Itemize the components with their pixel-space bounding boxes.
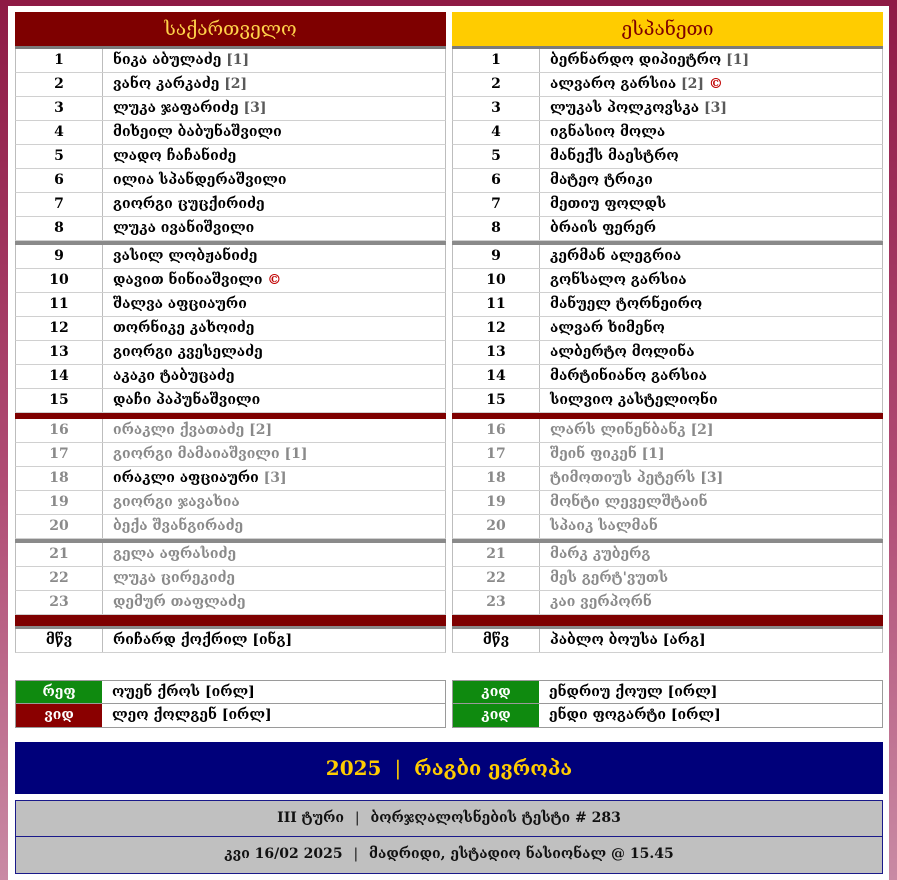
georgia-reserves-backs xyxy=(15,543,446,615)
player-row xyxy=(452,567,883,591)
player-number: 23 xyxy=(16,591,103,614)
player-number: 9 xyxy=(453,245,540,268)
player-name: ალვარო გარსია xyxy=(550,76,677,92)
player-name-cell xyxy=(103,341,445,364)
player-name-cell xyxy=(540,515,882,538)
player-name-cell xyxy=(540,543,882,566)
reserves-coach-divider xyxy=(15,615,446,626)
georgia-coach-row xyxy=(15,629,446,653)
player-name: ლადო ჩაჩანიძე xyxy=(113,148,237,164)
georgia-starters xyxy=(15,49,446,241)
info-separator: | xyxy=(353,846,359,862)
player-number: 22 xyxy=(453,567,540,590)
player-row xyxy=(452,591,883,615)
player-name-cell xyxy=(540,389,882,412)
coach-name: რიჩარდ ქოქრილ [ინგ] xyxy=(113,632,293,648)
player-row xyxy=(15,245,446,269)
player-row xyxy=(15,365,446,389)
spain-backs xyxy=(452,245,883,413)
player-number: 10 xyxy=(453,269,540,292)
coach-label: მწვ xyxy=(453,629,540,652)
player-name: გიორგი კვესელაძე xyxy=(113,344,263,360)
player-name: ალვარ ხიმენო xyxy=(550,320,665,336)
player-row xyxy=(15,467,446,491)
position-tag: [1] xyxy=(226,52,250,68)
player-name: ირაკლი ქვათაძე xyxy=(113,422,245,438)
position-tag: [3] xyxy=(700,470,724,486)
player-row xyxy=(452,491,883,515)
tournament-label: ბორჯღალოსნების ტესტი # 283 xyxy=(370,810,621,826)
player-row xyxy=(452,467,883,491)
player-number: 12 xyxy=(453,317,540,340)
player-number: 16 xyxy=(16,419,103,442)
player-name: მეს გერტ'ვუთს xyxy=(550,570,669,586)
official-name: ენდი ფოგარტი [ირლ] xyxy=(549,707,721,723)
player-row xyxy=(452,515,883,539)
player-name-cell xyxy=(103,121,445,144)
player-number: 21 xyxy=(453,543,540,566)
player-name: გიორგი ცუცქირიძე xyxy=(113,196,265,212)
position-tag: [3] xyxy=(703,100,727,116)
player-name: ბრაის ფერერ xyxy=(550,220,657,236)
player-name: ლარს ლინენბანკ xyxy=(550,422,686,438)
player-row xyxy=(452,419,883,443)
player-row xyxy=(15,443,446,467)
player-name-cell xyxy=(103,491,445,514)
player-name-cell xyxy=(540,293,882,316)
player-name-cell xyxy=(103,317,445,340)
player-number: 12 xyxy=(16,317,103,340)
player-row xyxy=(452,317,883,341)
player-row xyxy=(452,169,883,193)
spain-starters xyxy=(452,49,883,241)
official-role: კიდ xyxy=(453,681,539,703)
player-name: ვასილ ლობჟანიძე xyxy=(113,248,258,264)
player-name: გიორგი მამაიაშვილი xyxy=(113,446,280,462)
player-number: 17 xyxy=(453,443,540,466)
player-name: მეთიუ ფოლდს xyxy=(550,196,667,212)
player-name: მატეო ტრიკი xyxy=(550,172,653,188)
position-tag: [1] xyxy=(641,446,665,462)
player-name-cell xyxy=(103,97,445,120)
player-number: 4 xyxy=(453,121,540,144)
player-number: 18 xyxy=(453,467,540,490)
player-number: 9 xyxy=(16,245,103,268)
player-name: კაი ვერპორნ xyxy=(550,594,652,610)
player-number: 19 xyxy=(16,491,103,514)
player-row xyxy=(15,269,446,293)
player-row xyxy=(452,365,883,389)
player-name-cell xyxy=(540,121,882,144)
player-row xyxy=(15,317,446,341)
coach-label: მწვ xyxy=(16,629,103,652)
team-spain-title: ესპანეთი xyxy=(452,12,883,49)
player-name-cell xyxy=(103,467,445,490)
player-number: 2 xyxy=(16,73,103,96)
player-number: 17 xyxy=(16,443,103,466)
player-row xyxy=(15,145,446,169)
player-name-cell xyxy=(103,217,445,240)
player-name-cell xyxy=(103,543,445,566)
player-number: 14 xyxy=(16,365,103,388)
player-number: 3 xyxy=(453,97,540,120)
captain-mark: © xyxy=(708,76,723,92)
position-tag: [3] xyxy=(243,100,267,116)
player-row xyxy=(452,145,883,169)
player-name-cell xyxy=(103,169,445,192)
player-number: 5 xyxy=(453,145,540,168)
player-row xyxy=(15,543,446,567)
player-name-cell xyxy=(103,49,445,72)
match-venue: მადრიდი, ესტადიო ნასიონალ @ 15.45 xyxy=(369,846,674,862)
player-number: 6 xyxy=(16,169,103,192)
player-name: ტიმოთიუს პეტერს xyxy=(550,470,696,486)
spain-reserves-backs xyxy=(452,543,883,615)
player-name: ნიკა აბულაძე xyxy=(113,52,222,68)
player-name-cell xyxy=(540,419,882,442)
player-name-cell xyxy=(540,97,882,120)
captain-mark: © xyxy=(267,272,282,288)
player-name: მარკ კუბერგ xyxy=(550,546,651,562)
player-row xyxy=(452,269,883,293)
player-number: 11 xyxy=(16,293,103,316)
player-number: 3 xyxy=(16,97,103,120)
banner-title: რაგბი ევროპა xyxy=(414,756,573,780)
player-name: მარტინიანო გარსია xyxy=(550,368,707,384)
position-tag: [2] xyxy=(224,76,248,92)
officials-left xyxy=(15,680,446,728)
team-spain xyxy=(452,12,883,653)
round-label: III ტური xyxy=(277,810,344,826)
player-row xyxy=(15,73,446,97)
position-tag: [2] xyxy=(249,422,273,438)
player-name: თორნიკე კახოიძე xyxy=(113,320,255,336)
player-name-cell xyxy=(540,317,882,340)
spain-reserves-forwards xyxy=(452,419,883,539)
player-row xyxy=(15,49,446,73)
player-row xyxy=(15,193,446,217)
official-row xyxy=(452,704,883,728)
player-name: ალბერტო მოლინა xyxy=(550,344,695,360)
official-name: ენდრიუ ქოულ [ირლ] xyxy=(549,684,718,700)
official-role: რეფ xyxy=(16,681,102,703)
player-name-cell xyxy=(540,217,882,240)
georgia-backs xyxy=(15,245,446,413)
player-name-cell xyxy=(540,567,882,590)
player-name-cell xyxy=(103,73,445,96)
player-number: 13 xyxy=(16,341,103,364)
player-name: მანექს მაესტრო xyxy=(550,148,679,164)
player-name: შალვა აფციაური xyxy=(113,296,247,312)
player-name: იგნასიო მოლა xyxy=(550,124,666,140)
player-row xyxy=(452,293,883,317)
player-name: ლუკას პოლკოვსკა xyxy=(550,100,700,116)
player-name-cell xyxy=(103,515,445,538)
player-name-cell xyxy=(103,193,445,216)
player-name: ვანო კარკაძე xyxy=(113,76,220,92)
player-number: 15 xyxy=(16,389,103,412)
official-name: ოუენ ქროს [ირლ] xyxy=(112,684,255,700)
player-number: 7 xyxy=(453,193,540,216)
player-row xyxy=(452,121,883,145)
player-row xyxy=(452,443,883,467)
player-name: ლუკა ივანიშვილი xyxy=(113,220,255,236)
player-row xyxy=(15,515,446,539)
player-number: 23 xyxy=(453,591,540,614)
player-name: დემურ თაფლაძე xyxy=(113,594,246,610)
player-number: 13 xyxy=(453,341,540,364)
official-row xyxy=(15,704,446,728)
player-name-cell xyxy=(540,245,882,268)
match-date-venue xyxy=(15,837,883,874)
player-name-cell xyxy=(540,145,882,168)
player-row xyxy=(15,591,446,615)
player-number: 18 xyxy=(16,467,103,490)
player-name: ირაკლი აფციაური xyxy=(113,470,259,486)
player-number: 14 xyxy=(453,365,540,388)
player-row xyxy=(452,389,883,413)
player-name-cell xyxy=(540,269,882,292)
player-name: სპაიკ სალმან xyxy=(550,518,658,534)
lineup-panel xyxy=(8,6,889,880)
player-name-cell xyxy=(103,389,445,412)
player-name: კერმან ალეგრია xyxy=(550,248,682,264)
match-round-info xyxy=(15,800,883,837)
competition-banner xyxy=(15,742,883,794)
player-name-cell xyxy=(540,591,882,614)
player-row xyxy=(452,543,883,567)
player-name: შეინ ფიკენ xyxy=(550,446,637,462)
player-number: 6 xyxy=(453,169,540,192)
player-name: დაჩი პაპუნაშვილი xyxy=(113,392,261,408)
player-name-cell xyxy=(540,365,882,388)
player-row xyxy=(15,121,446,145)
player-name-cell xyxy=(540,193,882,216)
player-row xyxy=(452,217,883,241)
player-name-cell xyxy=(540,467,882,490)
player-name-cell xyxy=(103,293,445,316)
player-number: 7 xyxy=(16,193,103,216)
player-name: ლუკა ჯაფარიძე xyxy=(113,100,239,116)
player-name-cell xyxy=(540,73,882,96)
player-row xyxy=(15,419,446,443)
player-name-cell xyxy=(540,341,882,364)
player-name-cell xyxy=(103,269,445,292)
position-tag: [1] xyxy=(726,52,750,68)
player-name-cell xyxy=(103,419,445,442)
player-row xyxy=(15,567,446,591)
player-number: 22 xyxy=(16,567,103,590)
player-row xyxy=(15,97,446,121)
banner-year: 2025 xyxy=(325,756,382,780)
player-row xyxy=(15,169,446,193)
player-number: 8 xyxy=(16,217,103,240)
player-name: მონტი ლეველშტაინ xyxy=(550,494,708,510)
player-number: 8 xyxy=(453,217,540,240)
player-number: 11 xyxy=(453,293,540,316)
player-name-cell xyxy=(540,491,882,514)
position-tag: [2] xyxy=(681,76,705,92)
player-row xyxy=(15,389,446,413)
player-number: 2 xyxy=(453,73,540,96)
player-row xyxy=(452,245,883,269)
player-row xyxy=(15,491,446,515)
official-row xyxy=(15,680,446,704)
official-row xyxy=(452,680,883,704)
player-row xyxy=(15,217,446,241)
team-georgia xyxy=(15,12,446,653)
player-row xyxy=(15,341,446,365)
player-name: ლუკა ცირეკიძე xyxy=(113,570,236,586)
player-name-cell xyxy=(540,49,882,72)
spain-coach-row xyxy=(452,629,883,653)
coach-name: პაბლო ბოუსა [არგ] xyxy=(550,632,706,648)
player-name: ილია სპანდერაშვილი xyxy=(113,172,287,188)
player-number: 19 xyxy=(453,491,540,514)
official-role: ვიდ xyxy=(16,704,102,727)
player-name-cell xyxy=(103,365,445,388)
player-row xyxy=(452,97,883,121)
player-number: 5 xyxy=(16,145,103,168)
banner-separator: | xyxy=(394,756,402,780)
position-tag: [3] xyxy=(263,470,287,486)
georgia-reserves-forwards xyxy=(15,419,446,539)
official-name: ლეო ქოლგენ [ირლ] xyxy=(112,707,272,723)
player-name-cell xyxy=(103,443,445,466)
position-tag: [2] xyxy=(690,422,714,438)
player-name-cell xyxy=(103,591,445,614)
player-row xyxy=(452,73,883,97)
position-tag: [1] xyxy=(284,446,308,462)
player-name: ბექა შვანგირაძე xyxy=(113,518,244,534)
info-separator: | xyxy=(354,810,360,826)
official-role: კიდ xyxy=(453,704,539,727)
match-date: კვი 16/02 2025 xyxy=(224,846,343,862)
reserves-coach-divider xyxy=(452,615,883,626)
player-name: მიხეილ ბაბუნაშვილი xyxy=(113,124,282,140)
player-row xyxy=(15,293,446,317)
player-name-cell xyxy=(103,245,445,268)
player-number: 20 xyxy=(453,515,540,538)
player-name-cell xyxy=(540,443,882,466)
player-name: ბერნარდო დიპიეტრო xyxy=(550,52,722,68)
player-number: 16 xyxy=(453,419,540,442)
player-name: გიორგი ჯავახია xyxy=(113,494,240,510)
player-row xyxy=(452,193,883,217)
player-name: სილვიო კასტელიონი xyxy=(550,392,718,408)
player-number: 1 xyxy=(16,49,103,72)
player-number: 15 xyxy=(453,389,540,412)
player-name: მანუელ ტორნეირო xyxy=(550,296,703,312)
player-number: 20 xyxy=(16,515,103,538)
player-name: გონსალო გარსია xyxy=(550,272,687,288)
player-name: გელა აფრასიძე xyxy=(113,546,237,562)
player-name-cell xyxy=(540,169,882,192)
player-row xyxy=(452,49,883,73)
player-name-cell xyxy=(103,567,445,590)
officials-right xyxy=(452,680,883,728)
player-name-cell xyxy=(103,145,445,168)
player-number: 21 xyxy=(16,543,103,566)
player-number: 1 xyxy=(453,49,540,72)
player-number: 10 xyxy=(16,269,103,292)
team-georgia-title: საქართველო xyxy=(15,12,446,49)
player-row xyxy=(452,341,883,365)
player-name: აკაკი ტაბუცაძე xyxy=(113,368,235,384)
player-number: 4 xyxy=(16,121,103,144)
player-name: დავით ნინიაშვილი xyxy=(113,272,263,288)
